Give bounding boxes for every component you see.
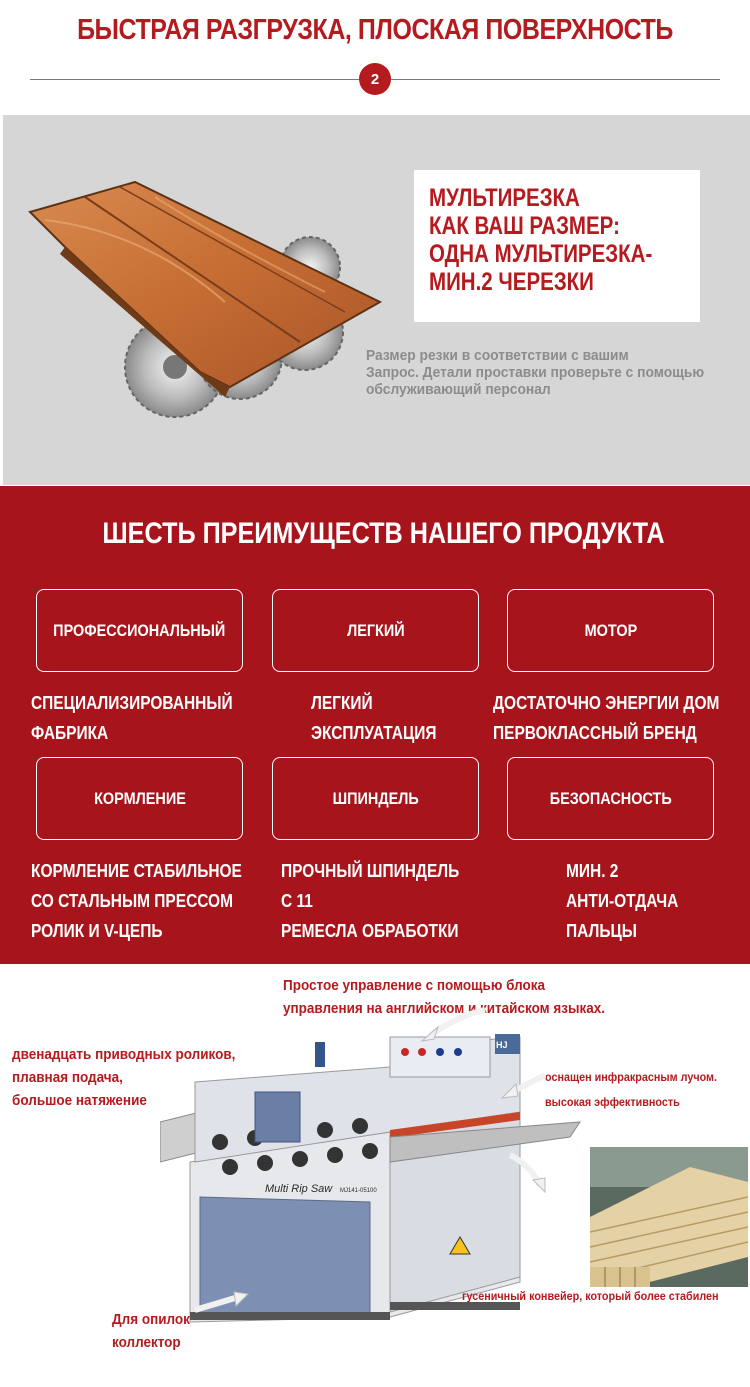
- note-line: управления на английском и китайском языках.: [283, 1000, 606, 1017]
- efficiency-note: высокая эффективность: [545, 1095, 680, 1109]
- advantage-card-professional: [36, 589, 243, 672]
- intro-description: [366, 347, 734, 398]
- advantage-label: КОРМЛЕНИЕ: [93, 788, 186, 808]
- advantage-card-light: [272, 589, 479, 672]
- headline-line: ОДНА МУЛЬТИРЕЗКА-: [429, 240, 653, 268]
- note-line: Простое управление с помощью блока: [283, 977, 546, 994]
- infrared-note: оснащен инфракрасным лучом.: [545, 1070, 718, 1084]
- note-line: плавная подача,: [12, 1069, 123, 1086]
- note-line: Для опилок: [112, 1311, 190, 1328]
- advantage-desc-feeding: [31, 856, 242, 946]
- desc-line: ЭКСПЛУАТАЦИЯ: [311, 723, 437, 743]
- advantage-label: ШПИНДЕЛЬ: [332, 788, 419, 808]
- desc-line: ПРОЧНЫЙ ШПИНДЕЛЬ: [281, 861, 460, 881]
- headline-line: МИН.2 ЧЕРЕЗКИ: [429, 268, 594, 296]
- stacked-lumber-photo: [590, 1147, 748, 1287]
- note-line: коллектор: [112, 1334, 181, 1351]
- advantages-title: ШЕСТЬ ПРЕИМУЩЕСТВ НАШЕГО ПРОДУКТА: [102, 517, 665, 550]
- note-line: двенадцать приводных роликов,: [12, 1046, 236, 1063]
- advantage-label: МОТОР: [584, 620, 637, 640]
- headline-line: КАК ВАШ РАЗМЕР:: [429, 212, 620, 240]
- advantage-card-motor: [507, 589, 714, 672]
- description-line: Запрос. Детали проставки проверьте с помощью: [366, 364, 705, 381]
- desc-line: ПАЛЬЦЫ: [566, 921, 637, 941]
- advantage-label: ПРОФЕССИОНАЛЬНЫЙ: [53, 620, 226, 640]
- advantage-card-safety: [507, 757, 714, 840]
- advantage-label: БЕЗОПАСНОСТЬ: [549, 788, 672, 808]
- sawdust-collector-note: [112, 1308, 190, 1354]
- brand-plate: HJ: [496, 1040, 508, 1050]
- desc-line: СО СТАЛЬНЫМ ПРЕССОМ: [31, 891, 233, 911]
- advantage-desc-professional: [31, 688, 233, 748]
- arrow-icon: [420, 1005, 490, 1045]
- conveyor-note: гусеничный конвейер, который более стабилен: [462, 1289, 719, 1303]
- multi-rip-headline-box: [414, 170, 700, 322]
- note-line: большое натяжение: [12, 1092, 147, 1109]
- desc-line: АНТИ-ОТДАЧА: [566, 891, 679, 911]
- desc-line: ЛЕГКИЙ: [311, 693, 373, 713]
- desc-line: ДОСТАТОЧНО ЭНЕРГИИ ДОМ: [493, 693, 720, 713]
- description-line: обслуживающий персонал: [366, 381, 551, 398]
- description-line: Размер резки в соответствии с вашим: [366, 347, 629, 364]
- step-badge: 2: [359, 63, 391, 95]
- advantage-desc-spindle: [281, 856, 459, 946]
- page-title: БЫСТРАЯ РАЗГРУЗКА, ПЛОСКАЯ ПОВЕРХНОСТЬ: [77, 14, 673, 46]
- machine-nameplate: Multi Rip Saw: [265, 1183, 333, 1195]
- desc-line: С 11: [281, 891, 313, 911]
- saw-blades-board-illustration: [25, 172, 385, 447]
- desc-line: КОРМЛЕНИЕ СТАБИЛЬНОЕ: [31, 861, 242, 881]
- advantage-card-spindle: [272, 757, 479, 840]
- advantage-desc-safety: [566, 856, 678, 946]
- desc-line: РЕМЕСЛА ОБРАБОТКИ: [281, 921, 459, 941]
- desc-line: ПЕРВОКЛАССНЫЙ БРЕНД: [493, 723, 697, 743]
- desc-line: РОЛИК И V-ЦЕПЬ: [31, 921, 163, 941]
- advantage-desc-motor: [493, 688, 719, 748]
- arrow-icon: [190, 1290, 250, 1315]
- advantage-desc-light: [311, 688, 437, 748]
- desc-line: ФАБРИКА: [31, 723, 109, 743]
- machine-model: MJ141-05100: [340, 1188, 377, 1194]
- arrow-icon: [500, 1070, 550, 1100]
- arrow-icon: [505, 1150, 550, 1195]
- advantage-label: ЛЕГКИЙ: [346, 620, 405, 640]
- desc-line: СПЕЦИАЛИЗИРОВАННЫЙ: [31, 693, 233, 713]
- headline-line: МУЛЬТИРЕЗКА: [429, 184, 580, 212]
- advantage-card-feeding: [36, 757, 243, 840]
- desc-line: МИН. 2: [566, 861, 619, 881]
